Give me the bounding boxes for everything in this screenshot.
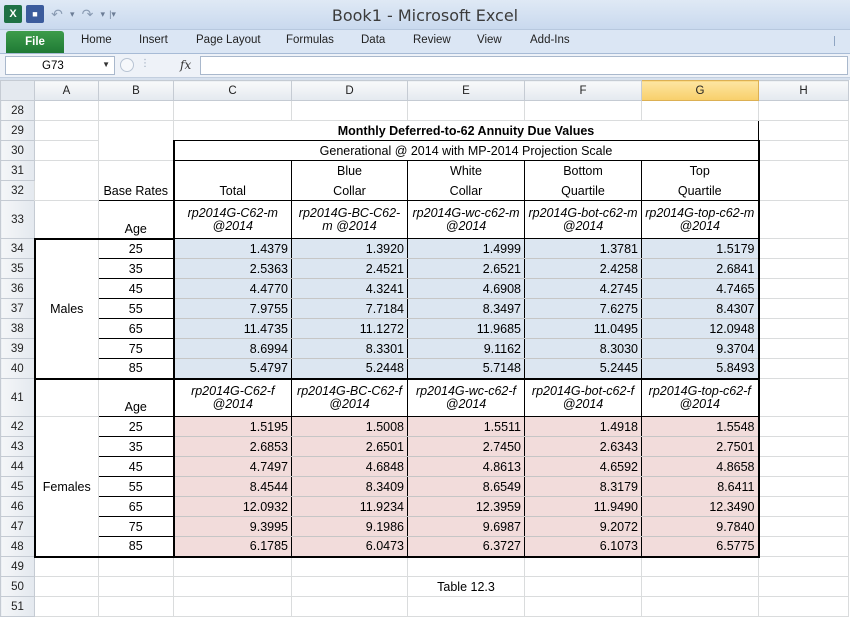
value-cell[interactable]: 4.7497: [174, 457, 292, 477]
age-cell[interactable]: 45: [99, 457, 174, 477]
select-all-corner[interactable]: [1, 81, 35, 101]
cell[interactable]: [759, 437, 849, 457]
value-cell[interactable]: 2.6521: [408, 259, 525, 279]
cell[interactable]: [35, 537, 99, 557]
header-white-collar-line2[interactable]: Collar: [408, 181, 525, 201]
row-header[interactable]: 43: [1, 437, 35, 457]
row-header[interactable]: 38: [1, 319, 35, 339]
row-header[interactable]: 46: [1, 497, 35, 517]
value-cell[interactable]: 1.4379: [174, 239, 292, 259]
customize-icon[interactable]: |▾: [109, 8, 116, 19]
value-cell[interactable]: 9.1986: [292, 517, 408, 537]
cell[interactable]: [408, 597, 525, 617]
header-top-quartile-line1[interactable]: Top: [642, 161, 759, 181]
value-cell[interactable]: 6.5775: [642, 537, 759, 557]
cell[interactable]: [35, 239, 99, 259]
cell[interactable]: [99, 101, 174, 121]
female-table-name-bottom-quartile[interactable]: rp2014G-bot-c62-f @2014: [525, 379, 642, 417]
cell[interactable]: [35, 201, 99, 239]
row-header[interactable]: 49: [1, 557, 35, 577]
row-header[interactable]: 35: [1, 259, 35, 279]
value-cell[interactable]: 11.9490: [525, 497, 642, 517]
redo-icon[interactable]: ↷: [81, 5, 94, 22]
cell[interactable]: [292, 101, 408, 121]
cell[interactable]: [525, 577, 642, 597]
row-header[interactable]: 40: [1, 359, 35, 379]
undo-dropdown-icon[interactable]: ▾: [70, 8, 75, 19]
age-cell[interactable]: 85: [99, 359, 174, 379]
tab-formulas[interactable]: Formulas: [286, 34, 334, 46]
age-cell[interactable]: 75: [99, 339, 174, 359]
row-header[interactable]: 31: [1, 161, 35, 181]
tab-insert[interactable]: Insert: [139, 34, 168, 46]
ribbon-tabs: [0, 30, 850, 54]
cell[interactable]: [174, 101, 292, 121]
value-cell[interactable]: 4.6908: [408, 279, 525, 299]
cell[interactable]: [759, 121, 849, 141]
age-cell[interactable]: 65: [99, 497, 174, 517]
value-cell[interactable]: 8.4307: [642, 299, 759, 319]
cell[interactable]: [642, 557, 759, 577]
row-header[interactable]: 28: [1, 101, 35, 121]
cell[interactable]: [759, 201, 849, 239]
value-cell[interactable]: 5.2445: [525, 359, 642, 379]
header-bottom-quartile-line1[interactable]: Bottom: [525, 161, 642, 181]
grip-icon[interactable]: ⋮: [140, 58, 150, 69]
age-cell[interactable]: 45: [99, 279, 174, 299]
excel-icon[interactable]: X: [4, 5, 22, 23]
cell[interactable]: [174, 577, 292, 597]
value-cell[interactable]: 8.3409: [292, 477, 408, 497]
age-label-females[interactable]: Age: [99, 379, 174, 417]
value-cell[interactable]: 11.9685: [408, 319, 525, 339]
cell[interactable]: [35, 597, 99, 617]
cell[interactable]: [642, 101, 759, 121]
row-header[interactable]: 42: [1, 417, 35, 437]
cell[interactable]: [759, 457, 849, 477]
value-cell[interactable]: 4.7465: [642, 279, 759, 299]
header-total-line2[interactable]: Total: [174, 181, 292, 201]
cell[interactable]: [35, 279, 99, 299]
value-cell[interactable]: 4.8658: [642, 457, 759, 477]
tab-view[interactable]: View: [477, 34, 502, 46]
column-header-d[interactable]: D: [292, 81, 408, 101]
formula-input[interactable]: [200, 56, 848, 75]
cell[interactable]: [408, 557, 525, 577]
value-cell[interactable]: 12.3490: [642, 497, 759, 517]
cell[interactable]: [759, 279, 849, 299]
cell[interactable]: [35, 359, 99, 379]
cell[interactable]: [642, 597, 759, 617]
cell[interactable]: [292, 597, 408, 617]
age-cell[interactable]: 65: [99, 319, 174, 339]
row-header[interactable]: 32: [1, 181, 35, 201]
cell[interactable]: [759, 379, 849, 417]
column-header-f[interactable]: F: [525, 81, 642, 101]
value-cell[interactable]: 7.6275: [525, 299, 642, 319]
tab-file[interactable]: File: [6, 31, 64, 53]
females-block: [1, 417, 849, 557]
base-rates-label[interactable]: Base Rates: [99, 161, 174, 201]
value-cell[interactable]: 7.7184: [292, 299, 408, 319]
cell[interactable]: [759, 497, 849, 517]
column-header-g[interactable]: G: [642, 81, 759, 101]
value-cell[interactable]: 6.0473: [292, 537, 408, 557]
male-table-name-total[interactable]: rp2014G-C62-m @2014: [174, 201, 292, 239]
cell[interactable]: [35, 457, 99, 477]
value-cell[interactable]: 5.8493: [642, 359, 759, 379]
value-cell[interactable]: 1.5511: [408, 417, 525, 437]
row-header[interactable]: 39: [1, 339, 35, 359]
tab-review[interactable]: Review: [413, 34, 451, 46]
age-cell[interactable]: 55: [99, 299, 174, 319]
value-cell[interactable]: 2.6343: [525, 437, 642, 457]
cell[interactable]: [35, 417, 99, 437]
value-cell[interactable]: 6.1785: [174, 537, 292, 557]
cell[interactable]: [759, 299, 849, 319]
table-subtitle[interactable]: Generational @ 2014 with MP-2014 Projection Scale: [174, 141, 759, 161]
cell[interactable]: [759, 319, 849, 339]
age-label-males[interactable]: Age: [99, 201, 174, 239]
header-white-collar-line1[interactable]: White: [408, 161, 525, 181]
header-bottom-quartile-line2[interactable]: Quartile: [525, 181, 642, 201]
row-header[interactable]: 34: [1, 239, 35, 259]
female-table-name-total[interactable]: rp2014G-C62-f @2014: [174, 379, 292, 417]
value-cell[interactable]: 2.6501: [292, 437, 408, 457]
tab-data[interactable]: Data: [361, 34, 386, 46]
value-cell[interactable]: 4.6592: [525, 457, 642, 477]
value-cell[interactable]: 12.0932: [174, 497, 292, 517]
value-cell[interactable]: 1.3920: [292, 239, 408, 259]
value-cell[interactable]: 11.0495: [525, 319, 642, 339]
value-cell[interactable]: 9.3995: [174, 517, 292, 537]
header-blue-collar-line1[interactable]: Blue: [292, 161, 408, 181]
value-cell[interactable]: 4.6848: [292, 457, 408, 477]
age-cell[interactable]: 35: [99, 437, 174, 457]
row-header[interactable]: 30: [1, 141, 35, 161]
header-top-quartile-line2[interactable]: Quartile: [642, 181, 759, 201]
value-cell[interactable]: 1.3781: [525, 239, 642, 259]
cell[interactable]: [35, 379, 99, 417]
female-table-name-blue-collar[interactable]: rp2014G-BC-C62-f @2014: [292, 379, 408, 417]
tab-home[interactable]: Home: [81, 34, 112, 46]
row-header[interactable]: 37: [1, 299, 35, 319]
value-cell[interactable]: 8.6994: [174, 339, 292, 359]
males-label[interactable]: Males: [35, 299, 99, 319]
cell[interactable]: [35, 259, 99, 279]
cell[interactable]: [759, 577, 849, 597]
value-cell[interactable]: 1.4999: [408, 239, 525, 259]
value-cell[interactable]: 5.4797: [174, 359, 292, 379]
value-cell[interactable]: 4.8613: [408, 457, 525, 477]
row-header[interactable]: 45: [1, 477, 35, 497]
tab-page-layout[interactable]: Page Layout: [196, 34, 261, 46]
row-header[interactable]: 29: [1, 121, 35, 141]
column-header-h[interactable]: H: [759, 81, 849, 101]
cell[interactable]: [99, 557, 174, 577]
value-cell[interactable]: 4.3241: [292, 279, 408, 299]
cell[interactable]: [35, 101, 99, 121]
value-cell[interactable]: 7.9755: [174, 299, 292, 319]
column-header-c[interactable]: C: [174, 81, 292, 101]
value-cell[interactable]: 8.6549: [408, 477, 525, 497]
age-cell[interactable]: 85: [99, 537, 174, 557]
value-cell[interactable]: 11.9234: [292, 497, 408, 517]
row-header[interactable]: 50: [1, 577, 35, 597]
save-icon[interactable]: ■: [26, 5, 44, 23]
age-cell[interactable]: 55: [99, 477, 174, 497]
cell[interactable]: [292, 577, 408, 597]
row-header[interactable]: 33: [1, 201, 35, 239]
value-cell[interactable]: 5.7148: [408, 359, 525, 379]
name-box-value: G73: [42, 59, 64, 72]
cell[interactable]: [35, 339, 99, 359]
male-table-name-bottom-quartile[interactable]: rp2014G-bot-c62-m @2014: [525, 201, 642, 239]
age-cell[interactable]: 25: [99, 417, 174, 437]
row-header[interactable]: 41: [1, 379, 35, 417]
row-header[interactable]: 36: [1, 279, 35, 299]
male-table-name-white-collar[interactable]: rp2014G-wc-c62-m @2014: [408, 201, 525, 239]
cell[interactable]: [35, 141, 99, 161]
cell[interactable]: [759, 597, 849, 617]
cell[interactable]: [174, 557, 292, 577]
female-table-name-top-quartile[interactable]: rp2014G-top-c62-f @2014: [642, 379, 759, 417]
age-cell[interactable]: 35: [99, 259, 174, 279]
value-cell[interactable]: 11.4735: [174, 319, 292, 339]
column-header-a[interactable]: A: [35, 81, 99, 101]
formula-bar: [0, 54, 850, 78]
cell[interactable]: [35, 121, 99, 141]
cell[interactable]: [759, 477, 849, 497]
cell[interactable]: [408, 101, 525, 121]
value-cell[interactable]: 1.5179: [642, 239, 759, 259]
value-cell[interactable]: 9.7840: [642, 517, 759, 537]
value-cell[interactable]: 4.4770: [174, 279, 292, 299]
cell[interactable]: [759, 517, 849, 537]
tab-add-ins[interactable]: Add-Ins: [530, 34, 570, 46]
cell[interactable]: [759, 339, 849, 359]
value-cell[interactable]: 6.1073: [525, 537, 642, 557]
cell[interactable]: [174, 597, 292, 617]
value-cell[interactable]: 6.3727: [408, 537, 525, 557]
row-header[interactable]: 48: [1, 537, 35, 557]
name-box[interactable]: [5, 56, 115, 75]
cell[interactable]: [99, 597, 174, 617]
cell[interactable]: [759, 239, 849, 259]
cell[interactable]: [759, 417, 849, 437]
cell[interactable]: [35, 577, 99, 597]
cell[interactable]: [525, 101, 642, 121]
value-cell[interactable]: 2.6853: [174, 437, 292, 457]
row-header[interactable]: 47: [1, 517, 35, 537]
insert-function-icon[interactable]: fx: [180, 58, 192, 72]
value-cell[interactable]: 2.7501: [642, 437, 759, 457]
age-cell[interactable]: 25: [99, 239, 174, 259]
male-table-name-top-quartile[interactable]: rp2014G-top-c62-m @2014: [642, 201, 759, 239]
male-table-name-blue-collar[interactable]: rp2014G-BC-C62-m @2014: [292, 201, 408, 239]
table-caption[interactable]: Table 12.3: [408, 577, 525, 597]
value-cell[interactable]: 12.0948: [642, 319, 759, 339]
spreadsheet-grid[interactable]: [0, 80, 849, 617]
female-table-name-white-collar[interactable]: rp2014G-wc-c62-f @2014: [408, 379, 525, 417]
value-cell[interactable]: 2.6841: [642, 259, 759, 279]
age-cell[interactable]: 75: [99, 517, 174, 537]
cell[interactable]: [292, 557, 408, 577]
window-title: Book1 - Microsoft Excel: [331, 6, 519, 25]
males-block: [1, 239, 849, 379]
value-cell[interactable]: 5.2448: [292, 359, 408, 379]
column-header-e[interactable]: E: [408, 81, 525, 101]
cell[interactable]: [642, 577, 759, 597]
cell[interactable]: [759, 141, 849, 161]
cell[interactable]: [35, 517, 99, 537]
column-header-b[interactable]: B: [99, 81, 174, 101]
value-cell[interactable]: 1.4918: [525, 417, 642, 437]
cell[interactable]: [759, 537, 849, 557]
value-cell[interactable]: 1.5008: [292, 417, 408, 437]
value-cell[interactable]: 8.3301: [292, 339, 408, 359]
value-cell[interactable]: 2.7450: [408, 437, 525, 457]
value-cell[interactable]: 8.3497: [408, 299, 525, 319]
value-cell[interactable]: 1.5548: [642, 417, 759, 437]
undo-icon[interactable]: ↶: [51, 5, 63, 22]
value-cell[interactable]: 8.3030: [525, 339, 642, 359]
cell[interactable]: [759, 161, 849, 201]
cell[interactable]: [99, 577, 174, 597]
chevron-down-icon[interactable]: ▼: [102, 60, 110, 69]
cell[interactable]: [35, 437, 99, 457]
header-total-line1[interactable]: [174, 161, 292, 181]
value-cell[interactable]: 2.5363: [174, 259, 292, 279]
value-cell[interactable]: 8.6411: [642, 477, 759, 497]
value-cell[interactable]: 1.5195: [174, 417, 292, 437]
value-cell[interactable]: 4.2745: [525, 279, 642, 299]
formula-bar-circle-icon: [120, 58, 134, 72]
row-header[interactable]: 51: [1, 597, 35, 617]
cell[interactable]: [99, 121, 174, 141]
cell[interactable]: [99, 141, 174, 161]
value-cell[interactable]: 12.3959: [408, 497, 525, 517]
header-blue-collar-line2[interactable]: Collar: [292, 181, 408, 201]
value-cell[interactable]: 2.4521: [292, 259, 408, 279]
cell[interactable]: [759, 259, 849, 279]
redo-dropdown-icon[interactable]: ▾: [100, 8, 106, 19]
cell[interactable]: [759, 101, 849, 121]
value-cell[interactable]: 8.3179: [525, 477, 642, 497]
cell[interactable]: [525, 557, 642, 577]
cell[interactable]: [525, 597, 642, 617]
cell[interactable]: [759, 359, 849, 379]
cell[interactable]: [35, 161, 99, 201]
value-cell[interactable]: 2.4258: [525, 259, 642, 279]
value-cell[interactable]: 9.1162: [408, 339, 525, 359]
cell[interactable]: [759, 557, 849, 577]
title-bar: [0, 0, 850, 30]
table-title[interactable]: Monthly Deferred-to-62 Annuity Due Values: [174, 121, 759, 141]
value-cell[interactable]: 9.3704: [642, 339, 759, 359]
cell[interactable]: [35, 497, 99, 517]
females-label[interactable]: Females: [35, 477, 99, 497]
value-cell[interactable]: 9.2072: [525, 517, 642, 537]
value-cell[interactable]: 8.4544: [174, 477, 292, 497]
value-cell[interactable]: 9.6987: [408, 517, 525, 537]
cell[interactable]: [35, 557, 99, 577]
value-cell[interactable]: 11.1272: [292, 319, 408, 339]
row-header[interactable]: 44: [1, 457, 35, 477]
ribbon-minimize-icon[interactable]: [834, 36, 844, 46]
cell[interactable]: [35, 319, 99, 339]
